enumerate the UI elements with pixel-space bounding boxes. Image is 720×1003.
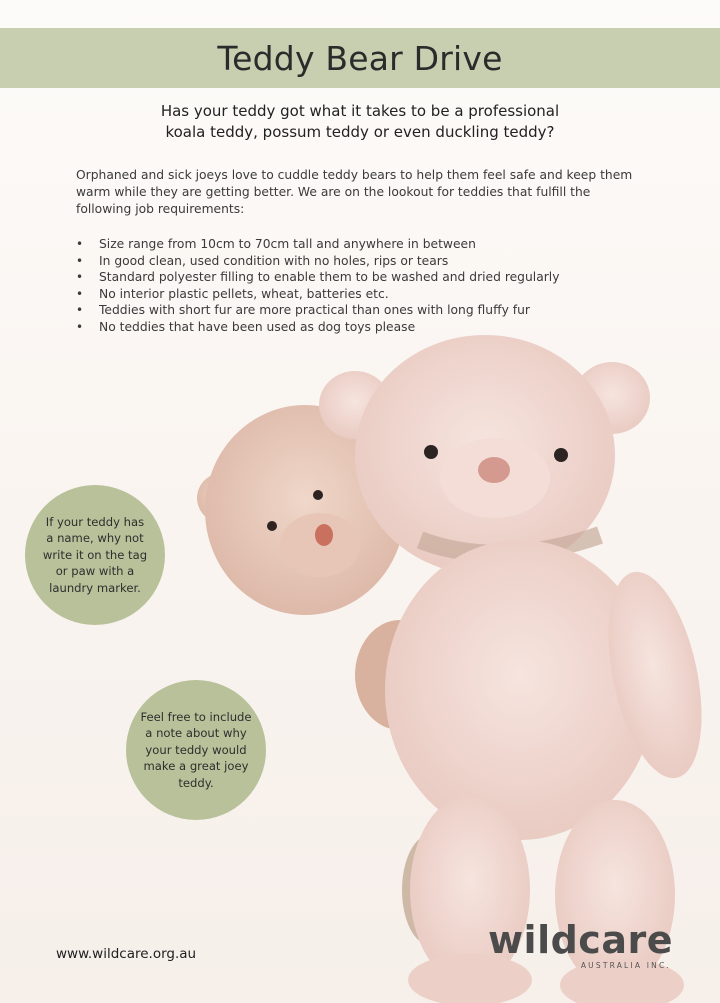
subtitle [100,101,620,143]
list-item: • No teddies that have been used as dog toys please [76,319,416,334]
bullet: • [76,286,84,301]
intro-paragraph: Orphaned and sick joeys love to cuddle teddy bears to help them feel safe and keep them warm while they are getting better. We are on the lookout for teddies that fulfill the following job requirements: [76,168,633,216]
logo-wordmark: wildcare [487,918,673,962]
page-title: Teddy Bear Drive [217,38,503,78]
name-tip-circle [25,485,165,625]
name-tip-text: If your teddy has a name, why not write it on the tag or paw with a laundry marker. [42,514,148,595]
note-tip-text: Feel free to include a note about why your teddy would make a great joey teddy. [140,709,252,790]
list-item: • Size range from 10cm to 70cm tall and anywhere in between [76,237,476,251]
title-band [0,28,720,88]
wildcare-logo [473,920,673,975]
requirements-list [76,236,636,336]
subtitle-line-1: Has your teddy got what it takes to be a professional [160,102,560,120]
subtitle-line-2: koala teddy, possum teddy or even duckling teddy? [165,123,555,141]
list-item: • No interior plastic pellets, wheat, batteries etc. [76,286,389,301]
teddy-bears-illustration [0,330,720,1003]
bullet: • [76,253,84,268]
logo-subtitle: AUSTRALIA INC. [580,961,671,970]
list-item: • In good clean, used condition with no holes, rips or tears [76,253,449,268]
note-tip-circle [126,680,266,820]
list-item: • Standard polyester filling to enable them to be washed and dried regularly [76,270,560,285]
bullet: • [76,270,84,285]
bullet: • [76,303,84,318]
bullet: • [76,319,84,334]
bullet: • [76,237,84,251]
list-item: • Teddies with short fur are more practical than ones with long fluffy fur [76,303,530,318]
website-link[interactable]: www.wildcare.org.au [56,946,197,962]
